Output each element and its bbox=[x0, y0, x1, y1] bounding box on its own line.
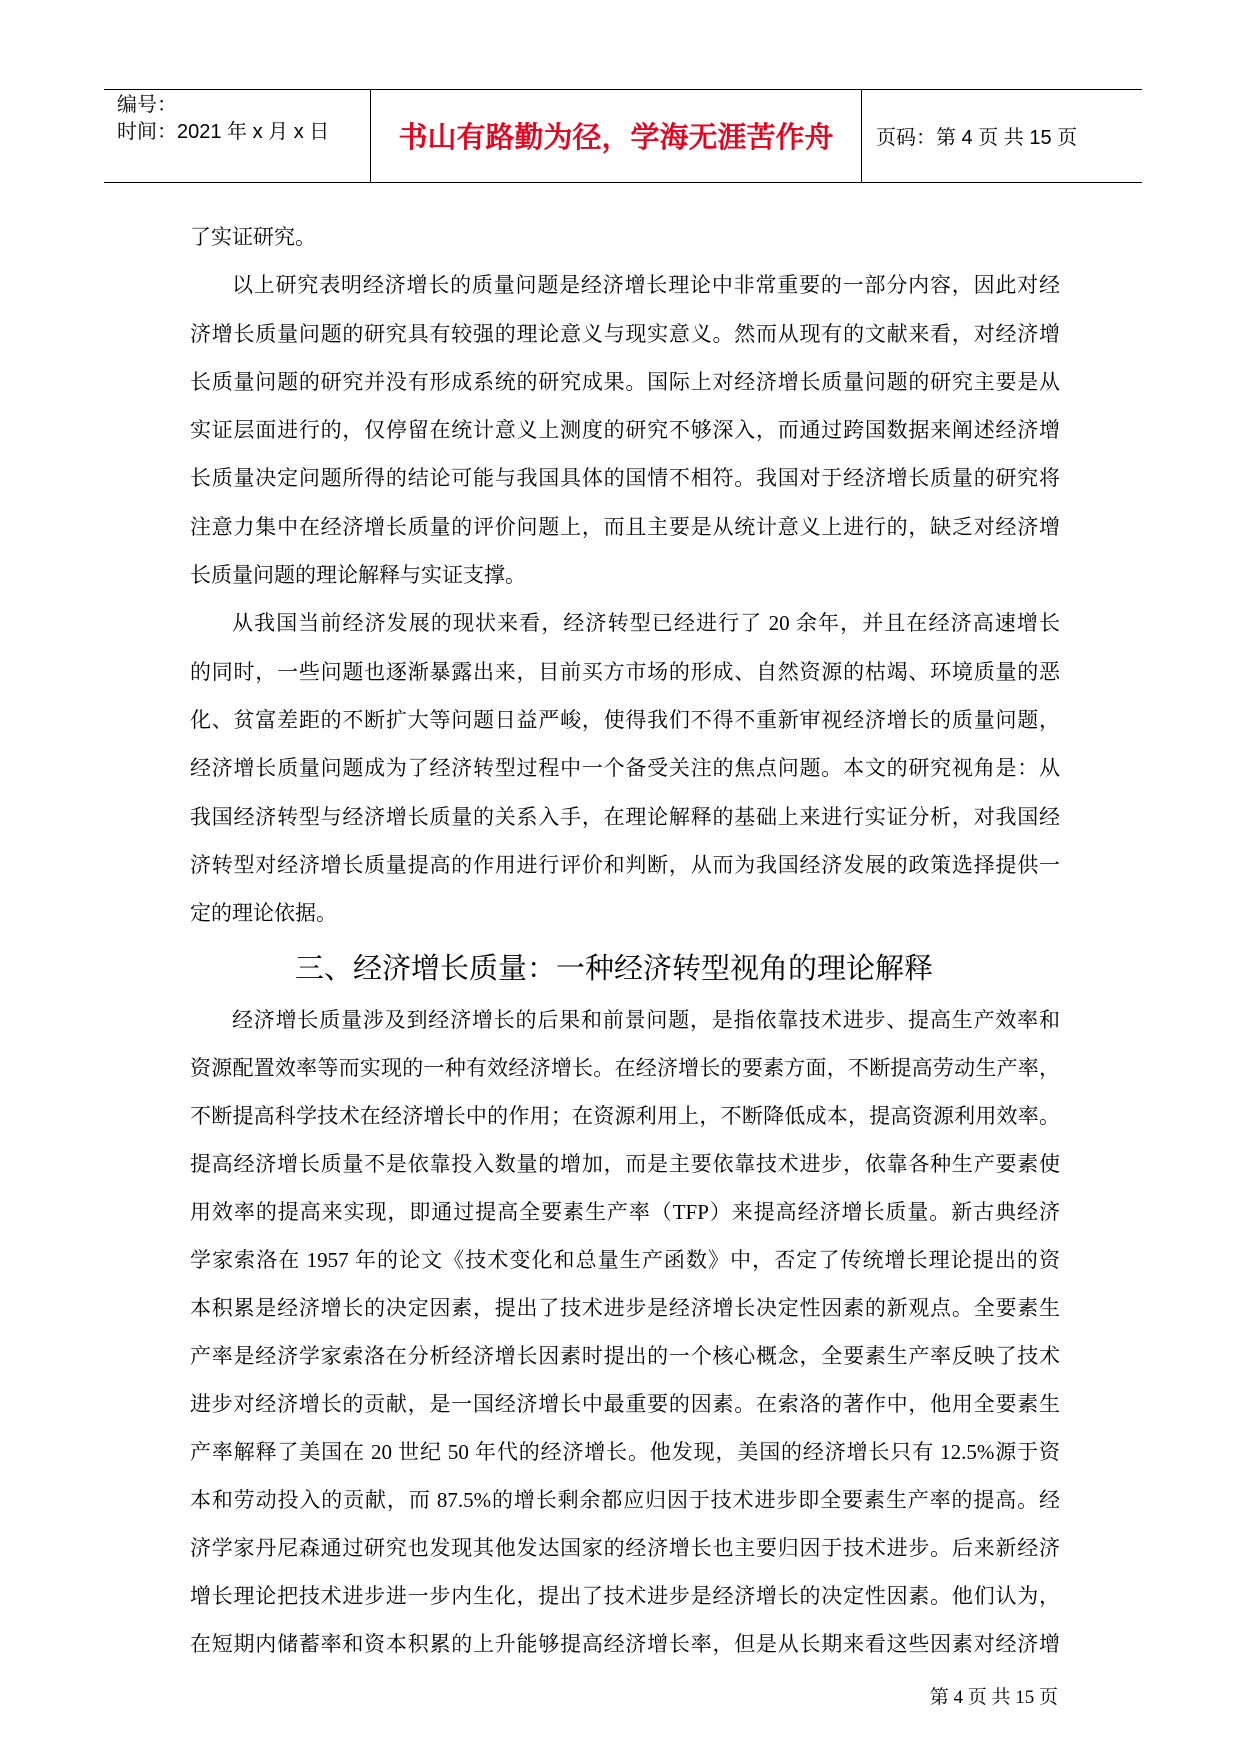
text-line: 长质量决定问题所得的结论可能与我国具体的国情不相符。我国对于经济增长质量的研究将 bbox=[190, 466, 1060, 491]
text-line: 产率解释了美国在 20 世纪 50 年代的经济增长。他发现，美国的经济增长只有 12.5%源于资 bbox=[190, 1440, 1060, 1464]
header-divider-right bbox=[861, 90, 862, 183]
paragraph bbox=[190, 599, 1060, 937]
paragraph bbox=[190, 213, 1060, 261]
body-text-before-heading bbox=[190, 213, 1060, 937]
text-line: 济转型对经济增长质量提高的作用进行评价和判断，从而为我国经济发展的政策选择提供一 bbox=[190, 852, 1060, 877]
text-line: 定的理论依据。 bbox=[190, 901, 337, 926]
text-line: 我国经济转型与经济增长质量的关系入手，在理论解释的基础上来进行实证分析，对我国经 bbox=[190, 804, 1060, 829]
text-line: 长质量问题的理论解释与实证支撑。 bbox=[190, 563, 526, 588]
footer-page-number: 第 4 页 共 15 页 bbox=[929, 1687, 1058, 1708]
text-line: 产率是经济学家索洛在分析经济增长因素时提出的一个核心概念，全要素生产率反映了技术 bbox=[190, 1344, 1060, 1368]
paragraph bbox=[190, 996, 1060, 1668]
text-line: 本积累是经济增长的决定因素，提出了技术进步是经济增长决定性因素的新观点。全要素生 bbox=[190, 1296, 1060, 1320]
header-top-rule bbox=[104, 89, 1142, 90]
text-line: 的同时，一些问题也逐渐暴露出来，目前买方市场的形成、自然资源的枯竭、环境质量的恶 bbox=[190, 659, 1060, 684]
text-line: 不断提高科学技术在经济增长中的作用；在资源利用上，不断降低成本，提高资源利用效率。 bbox=[190, 1104, 1060, 1128]
text-line: 了实证研究。 bbox=[190, 225, 316, 249]
paragraph bbox=[190, 261, 1060, 599]
text-line: 从我国当前经济发展的现状来看，经济转型已经进行了 20 余年，并且在经济高速增长 bbox=[232, 611, 1060, 636]
text-line: 以上研究表明经济增长的质量问题是经济增长理论中非常重要的一部分内容，因此对经 bbox=[232, 273, 1060, 298]
text-line: 本和劳动投入的贡献，而 87.5%的增长剩余都应归因于技术进步即全要素生产率的提高。经 bbox=[190, 1488, 1060, 1512]
text-line: 济学家丹尼森通过研究也发现其他发达国家的经济增长也主要归因于技术进步。后来新经济 bbox=[190, 1536, 1060, 1560]
section-heading: 三、经济增长质量：一种经济转型视角的理论解释 bbox=[294, 953, 933, 985]
text-line: 化、贫富差距的不断扩大等问题日益严峻，使得我们不得不重新审视经济增长的质量问题， bbox=[190, 707, 1060, 732]
text-line: 增长理论把技术进步进一步内生化，提出了技术进步是经济增长的决定性因素。他们认为， bbox=[190, 1584, 1060, 1608]
document-number-label: 编号： bbox=[117, 94, 177, 116]
text-line: 用效率的提高来实现，即通过提高全要素生产率（TFP）来提高经济增长质量。新古典经济 bbox=[190, 1200, 1060, 1224]
document-time-label: 时间：2021 年 x 月 x 日 bbox=[117, 121, 330, 143]
text-line: 学家索洛在 1957 年的论文《技术变化和总量生产函数》中，否定了传统增长理论提出的资 bbox=[190, 1248, 1060, 1272]
body-text-after-heading bbox=[190, 996, 1060, 1668]
text-line: 济增长质量问题的研究具有较强的理论意义与现实意义。然而从现有的文献来看，对经济增 bbox=[190, 321, 1060, 346]
text-line: 经济增长质量涉及到经济增长的后果和前景问题，是指依靠技术进步、提高生产效率和 bbox=[232, 1008, 1060, 1032]
text-line: 注意力集中在经济增长质量的评价问题上，而且主要是从统计意义上进行的，缺乏对经济增 bbox=[190, 514, 1060, 539]
text-line: 进步对经济增长的贡献，是一国经济增长中最重要的因素。在索洛的著作中，他用全要素生 bbox=[190, 1392, 1060, 1416]
text-line: 实证层面进行的，仅停留在统计意义上测度的研究不够深入，而通过跨国数据来阐述经济增 bbox=[190, 418, 1060, 443]
text-line: 长质量问题的研究并没有形成系统的研究成果。国际上对经济增长质量问题的研究主要是从 bbox=[190, 369, 1060, 394]
header-bottom-rule bbox=[104, 182, 1142, 183]
header-motto: 书山有路勤为径，学海无涯苦作舟 bbox=[398, 122, 834, 154]
text-line: 在短期内储蓄率和资本积累的上升能够提高经济增长率，但是从长期来看这些因素对经济增 bbox=[190, 1632, 1060, 1656]
header-page-info: 页码：第 4 页 共 15 页 bbox=[876, 127, 1078, 149]
text-line: 资源配置效率等而实现的一种有效经济增长。在经济增长的要素方面，不断提高劳动生产率， bbox=[190, 1056, 1060, 1080]
text-line: 提高经济增长质量不是依靠投入数量的增加，而是主要依靠技术进步，依靠各种生产要素使 bbox=[190, 1152, 1060, 1176]
text-line: 经济增长质量问题成为了经济转型过程中一个备受关注的焦点问题。本文的研究视角是：从 bbox=[190, 756, 1060, 781]
